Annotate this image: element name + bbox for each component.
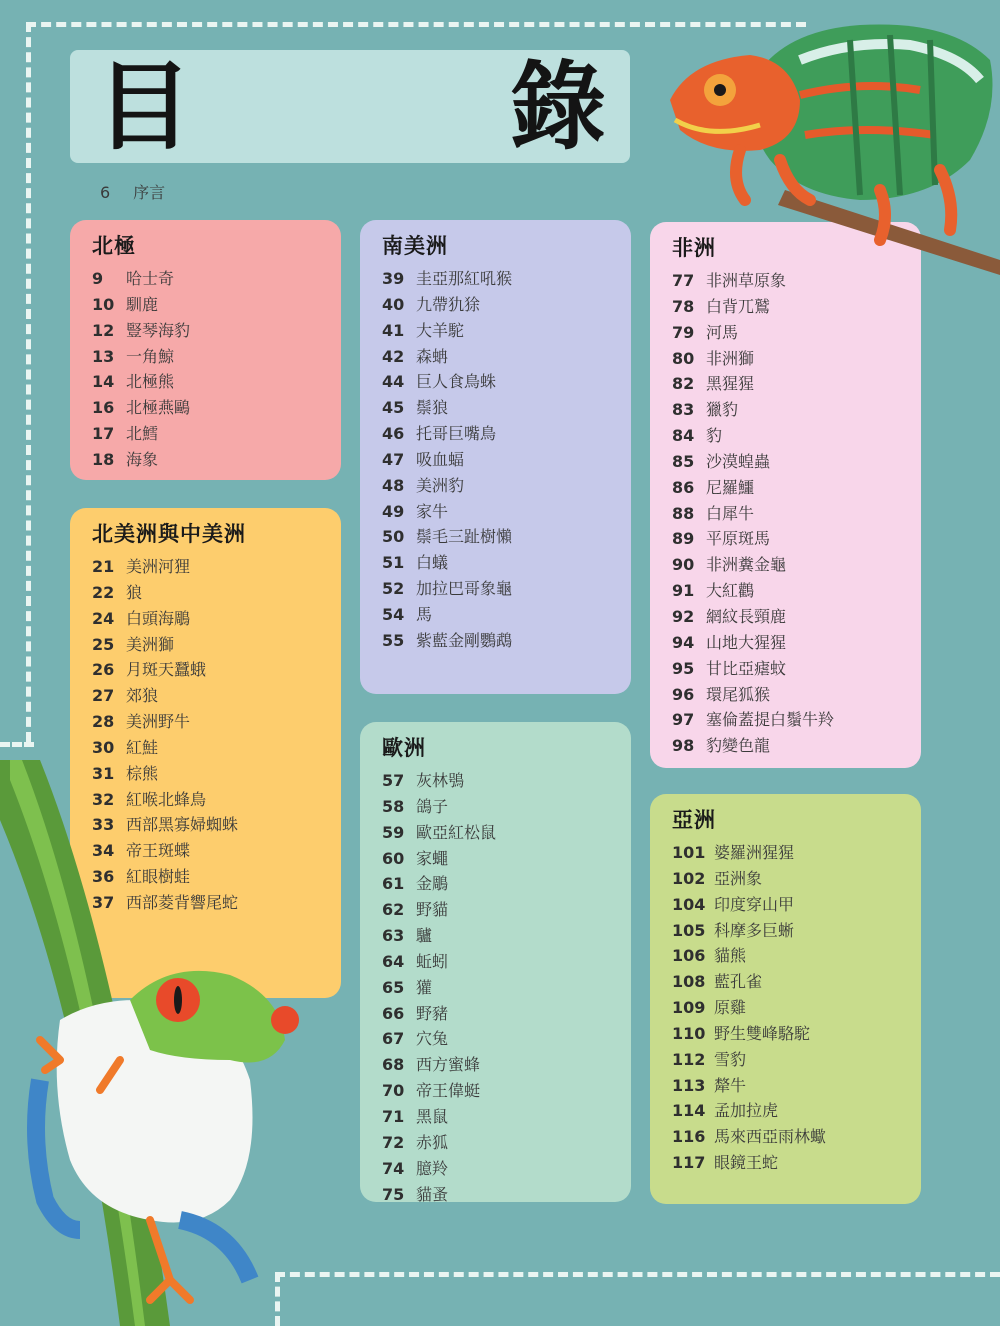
toc-entry[interactable] [382,602,631,628]
page-number: 37 [92,892,115,912]
page-number: 94 [672,632,695,652]
toc-entry[interactable] [672,371,921,397]
page-number: 13 [92,346,115,366]
page-number: 117 [672,1153,706,1173]
page-number: 88 [672,503,695,523]
page-number: 31 [92,763,115,783]
entry-label: 豹 [706,426,723,446]
toc-entry[interactable] [672,656,921,682]
entry-label: 北極熊 [126,372,175,392]
toc-entry[interactable] [382,473,631,499]
entry-label: 豹變色龍 [706,736,771,756]
entry-label: 西方蜜蜂 [416,1055,481,1075]
toc-entry[interactable] [672,1150,921,1176]
page-number: 25 [92,634,115,654]
entry-label: 赤狐 [416,1132,449,1152]
page-number: 46 [382,424,405,444]
toc-entry[interactable] [672,320,921,346]
page-number: 63 [382,926,405,946]
entry-label: 白蟻 [416,553,449,573]
page-number: 48 [382,475,405,495]
entry-label: 野生雙峰駱駝 [714,1023,811,1043]
page-number: 83 [672,400,695,420]
page-number: 66 [382,1003,405,1023]
page-number: 79 [672,322,695,342]
toc-entry[interactable] [382,1130,631,1156]
toc-entry[interactable] [382,1156,631,1182]
toc-entry[interactable] [672,346,921,372]
entry-label: 沙漠蝗蟲 [706,451,771,471]
toc-entry[interactable] [92,554,341,580]
entry-label: 黑猩猩 [706,374,755,394]
toc-entry[interactable] [382,768,631,794]
entry-label: 紅眼樹蛙 [126,867,191,887]
entry-label: 黑鼠 [416,1106,449,1126]
toc-entry[interactable] [672,475,921,501]
page-number: 60 [382,848,405,868]
entry-label: 穴兔 [416,1029,449,1049]
page-number: 26 [92,660,115,680]
toc-entry[interactable] [92,709,341,735]
page-number: 12 [92,320,115,340]
page-number: 57 [382,771,405,790]
page-number: 85 [672,451,695,471]
entry-list [672,840,921,1176]
page-number: 105 [672,920,706,940]
page-number: 78 [672,296,695,316]
toc-entry[interactable] [382,1052,631,1078]
toc-entry[interactable] [672,943,921,969]
section-title: 非洲 [672,236,716,260]
toc-entry[interactable] [382,318,631,344]
entry-label: 哈士奇 [126,269,175,288]
page-number: 40 [382,294,405,314]
toc-entry[interactable] [382,1104,631,1130]
entry-label: 鴿子 [416,796,449,816]
page-number: 27 [92,686,115,706]
section-south-america [360,220,631,694]
page-number: 68 [382,1055,405,1075]
entry-label: 馬 [416,604,433,624]
page-number: 101 [672,843,706,862]
toc-entry[interactable] [382,550,631,576]
page-number: 67 [382,1029,405,1049]
toc-entry[interactable] [92,421,341,447]
page-number: 74 [382,1158,405,1178]
toc-entry[interactable] [382,395,631,421]
entry-label: 孟加拉虎 [714,1101,779,1121]
page-number: 58 [382,796,405,816]
toc-entry[interactable] [92,580,341,606]
entry-label: 帝王斑蝶 [126,841,191,861]
page-number: 54 [382,604,405,624]
toc-entry[interactable] [382,344,631,370]
entry-label: 網紋長頸鹿 [706,606,787,626]
entry-label: 塞倫蓋提白鬚牛羚 [706,710,835,730]
title-char-right: 錄 [510,51,606,163]
toc-entry[interactable] [92,657,341,683]
toc-entry[interactable] [672,733,921,759]
entry-label: 郊狼 [126,686,159,706]
preface-entry[interactable] [100,180,165,203]
page-number: 61 [382,874,405,894]
entry-label: 北極燕鷗 [126,398,191,418]
toc-entry[interactable] [92,318,341,344]
page-number: 28 [92,712,115,732]
page-number: 14 [92,372,115,392]
toc-entry[interactable] [382,499,631,525]
entry-label: 白犀牛 [706,503,755,523]
toc-entry[interactable] [672,892,921,918]
dashed-frame-left-foot [0,742,34,747]
toc-entry[interactable] [672,1021,921,1047]
page-number: 77 [672,271,695,290]
entry-label: 西部菱背響尾蛇 [126,892,239,912]
entry-label: 眼鏡王蛇 [714,1153,779,1173]
toc-entry[interactable] [382,576,631,602]
page-number: 32 [92,789,115,809]
entry-label: 非洲糞金龜 [706,555,787,575]
page-number: 55 [382,630,405,650]
entry-label: 河馬 [706,322,739,342]
entry-label: 棕熊 [126,763,159,783]
toc-entry[interactable] [92,447,341,473]
toc-entry[interactable] [382,369,631,395]
entry-label: 家蠅 [416,848,449,868]
toc-entry[interactable] [672,449,921,475]
page-number: 106 [672,946,706,966]
page-number: 30 [92,737,115,757]
entry-label: 家牛 [416,501,449,521]
section-asia [650,794,921,1204]
page-number: 41 [382,320,405,340]
toc-entry[interactable] [672,707,921,733]
page-number: 112 [672,1049,706,1069]
entry-label: 序言 [133,183,166,202]
toc-entry[interactable] [92,292,341,318]
page-number: 44 [382,372,405,392]
title-banner [70,50,630,163]
page-number: 36 [92,867,115,887]
entry-label: 驢 [416,926,433,946]
page-number: 80 [672,348,695,368]
toc-entry[interactable] [672,840,921,866]
toc-entry[interactable] [672,969,921,995]
section-title: 南美洲 [382,234,448,258]
page-number: 95 [672,658,695,678]
page-number: 90 [672,555,695,575]
page-number: 116 [672,1127,706,1147]
entry-label: 海象 [126,449,159,469]
entry-label: 平原斑馬 [706,529,771,549]
entry-label: 印度穿山甲 [714,894,795,914]
page-number: 96 [672,684,695,704]
page-number: 6 [100,183,111,202]
page-number: 47 [382,449,405,469]
page-number: 10 [92,294,115,314]
page-number: 110 [672,1023,706,1043]
entry-label: 紫藍金剛鸚鵡 [416,630,513,650]
entry-label: 吸血蝠 [416,449,465,469]
page-number: 59 [382,822,405,842]
red-eyed-tree-frog-illustration [0,760,300,1326]
entry-label: 森蚺 [416,346,449,366]
entry-label: 非洲草原象 [706,271,787,290]
page-number: 104 [672,894,706,914]
entry-label: 臆羚 [416,1158,449,1178]
toc-entry[interactable] [382,871,631,897]
page-number: 49 [382,501,405,521]
section-title: 歐洲 [382,736,426,760]
toc-entry[interactable] [382,794,631,820]
entry-list [382,266,631,654]
entry-label: 非洲獅 [706,348,755,368]
toc-entry[interactable] [382,524,631,550]
toc-entry[interactable] [92,344,341,370]
toc-entry[interactable] [382,975,631,1001]
entry-label: 一角鯨 [126,346,175,366]
entry-label: 獾 [416,977,433,997]
entry-label: 美洲野牛 [126,712,191,732]
entry-label: 大紅鸛 [706,581,755,601]
page-number: 86 [672,477,695,497]
toc-entry[interactable] [672,578,921,604]
section-arctic [70,220,341,480]
toc-entry[interactable] [382,897,631,923]
page-number: 65 [382,977,405,997]
toc-entry[interactable] [382,820,631,846]
page-number: 52 [382,579,405,599]
page-number: 91 [672,581,695,601]
entry-label: 紅鮭 [126,737,159,757]
entry-label: 月斑天蠶蛾 [126,660,207,680]
page-number: 33 [92,815,115,835]
toc-entry[interactable] [382,923,631,949]
toc-entry[interactable] [672,604,921,630]
entry-label: 灰林鴞 [416,771,465,790]
page-number: 71 [382,1106,405,1126]
toc-entry[interactable] [672,1073,921,1099]
page-number: 89 [672,529,695,549]
entry-label: 北鱈 [126,424,159,444]
toc-entry[interactable] [672,1098,921,1124]
entry-label: 犛牛 [714,1075,747,1095]
entry-label: 野貓 [416,900,449,920]
entry-label: 紅喉北蜂鳥 [126,789,207,809]
entry-label: 狼 [126,582,143,602]
page-number: 39 [382,269,405,288]
page-number: 50 [382,527,405,547]
page-number: 109 [672,998,706,1018]
entry-label: 甘比亞瘧蚊 [706,658,787,678]
toc-entry[interactable] [672,1047,921,1073]
toc-entry[interactable] [382,846,631,872]
page-number: 97 [672,710,695,730]
entry-label: 美洲河狸 [126,557,191,576]
toc-entry[interactable] [382,1182,631,1208]
entry-list [672,268,921,759]
entry-label: 歐亞紅松鼠 [416,822,497,842]
dashed-frame-bottom [275,1272,1000,1277]
toc-entry[interactable] [382,1078,631,1104]
toc-entry[interactable] [92,683,341,709]
toc-entry[interactable] [382,628,631,654]
entry-label: 美洲豹 [416,475,465,495]
page-number: 24 [92,608,115,628]
entry-label: 九帶犰狳 [416,294,481,314]
toc-entry[interactable] [672,552,921,578]
toc-entry[interactable] [92,369,341,395]
page-number: 64 [382,951,405,971]
page-number: 82 [672,374,695,394]
page-number: 18 [92,449,115,469]
toc-entry[interactable] [382,421,631,447]
chameleon-illustration [650,0,1000,300]
toc-entry[interactable] [672,682,921,708]
toc-entry[interactable] [382,266,631,292]
toc-entry[interactable] [672,630,921,656]
entry-label: 野豬 [416,1003,449,1023]
entry-label: 金鵰 [416,874,449,894]
entry-label: 西部黑寡婦蜘蛛 [126,815,239,835]
entry-label: 科摩多巨蜥 [714,920,795,940]
section-africa [650,222,921,768]
toc-entry[interactable] [92,632,341,658]
entry-label: 原雞 [714,998,747,1018]
entry-label: 加拉巴哥象龜 [416,579,513,599]
page-number: 75 [382,1184,405,1204]
page-number: 51 [382,553,405,573]
entry-label: 大羊駝 [416,320,465,340]
entry-label: 尼羅鱷 [706,477,755,497]
page-number: 16 [92,398,115,418]
page-number: 62 [382,900,405,920]
entry-label: 婆羅洲猩猩 [714,843,795,862]
section-europe [360,722,631,1202]
toc-entry[interactable] [92,266,341,292]
toc-entry[interactable] [382,1001,631,1027]
entry-label: 貓蚤 [416,1184,449,1204]
page-number: 34 [92,841,115,861]
entry-label: 托哥巨嘴鳥 [416,424,497,444]
entry-label: 白頭海鵰 [126,608,191,628]
toc-entry[interactable] [382,949,631,975]
page-number: 17 [92,424,115,444]
page-number: 9 [92,269,104,288]
entry-label: 馬來西亞雨林蠍 [714,1127,827,1147]
toc-entry[interactable] [672,501,921,527]
page-number: 98 [672,736,695,756]
entry-label: 白背兀鷲 [706,296,771,316]
toc-entry[interactable] [672,918,921,944]
page-number: 113 [672,1075,706,1095]
page-number: 21 [92,557,115,576]
entry-label: 巨人食鳥蛛 [416,372,497,392]
entry-label: 蚯蚓 [416,951,449,971]
section-title: 亞洲 [672,808,716,832]
toc-entry[interactable] [92,606,341,632]
toc-entry[interactable] [382,292,631,318]
page-number: 45 [382,398,405,418]
toc-entry[interactable] [672,866,921,892]
entry-label: 環尾狐猴 [706,684,771,704]
entry-label: 鬃狼 [416,398,449,418]
page-number: 108 [672,972,706,992]
entry-label: 藍孔雀 [714,972,763,992]
section-title: 北美洲與中美洲 [92,522,246,546]
page-number: 114 [672,1101,706,1121]
page-number: 72 [382,1132,405,1152]
entry-label: 雪豹 [714,1049,747,1069]
entry-label: 獵豹 [706,400,739,420]
entry-label: 鬃毛三趾樹懶 [416,527,513,547]
toc-entry[interactable] [672,397,921,423]
page-number: 70 [382,1081,405,1101]
page-number: 42 [382,346,405,366]
entry-list [92,266,341,473]
toc-entry[interactable] [672,526,921,552]
section-title: 北極 [92,234,136,258]
dashed-frame-left [26,22,31,742]
toc-entry[interactable] [382,447,631,473]
toc-entry[interactable] [92,395,341,421]
page-number: 84 [672,426,695,446]
toc-entry[interactable] [672,1124,921,1150]
toc-entry[interactable] [672,423,921,449]
page-number: 22 [92,582,115,602]
entry-label: 亞洲象 [714,868,763,888]
title-char-left: 目 [96,51,192,163]
entry-label: 圭亞那紅吼猴 [416,269,513,288]
toc-entry[interactable] [92,735,341,761]
entry-label: 馴鹿 [126,294,159,314]
entry-label: 貓熊 [714,946,747,966]
entry-label: 帝王偉蜓 [416,1081,481,1101]
toc-entry[interactable] [382,1026,631,1052]
page-number: 92 [672,606,695,626]
toc-entry[interactable] [672,995,921,1021]
entry-label: 豎琴海豹 [126,320,191,340]
entry-label: 山地大猩猩 [706,632,787,652]
page-number: 102 [672,868,706,888]
entry-list [382,768,631,1207]
entry-label: 美洲獅 [126,634,175,654]
